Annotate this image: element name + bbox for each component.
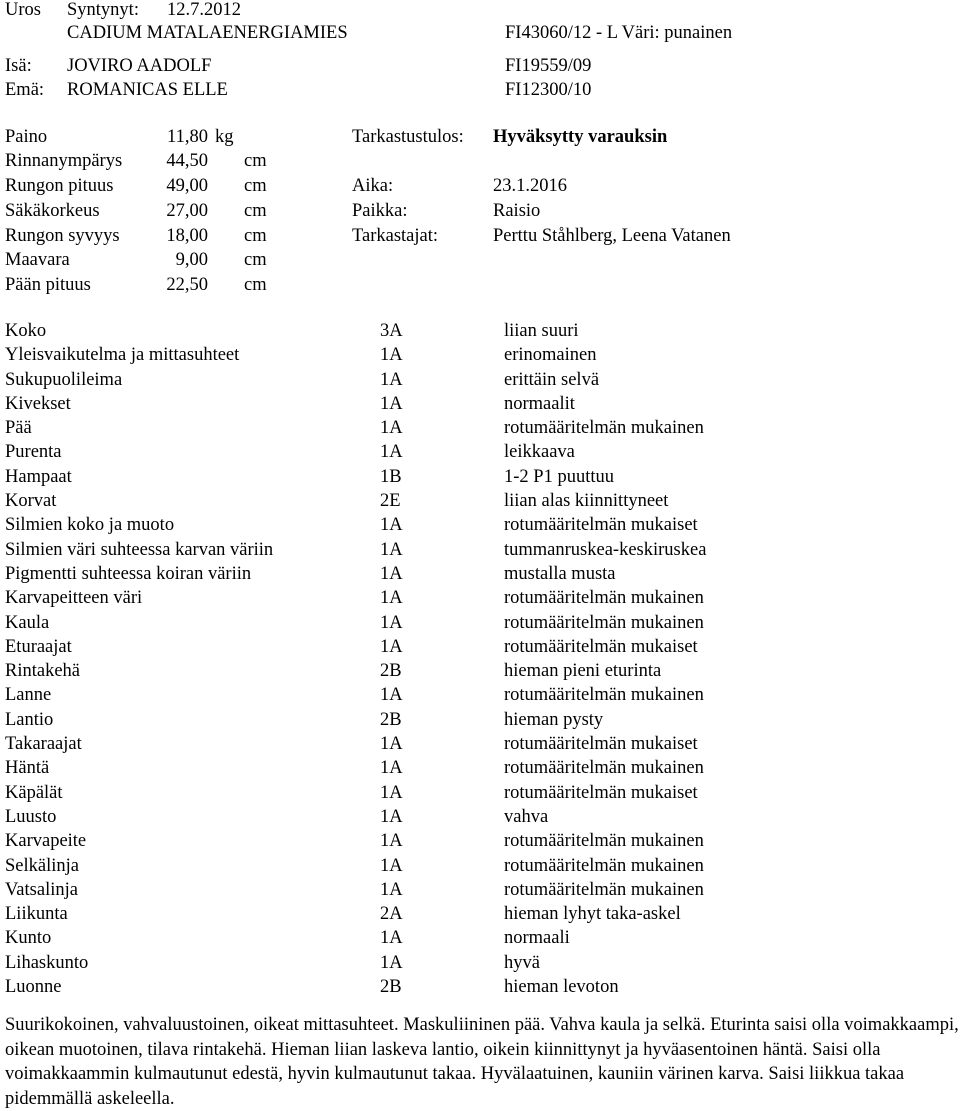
feature-description: rotumääritelmän mukainen (504, 418, 704, 439)
feature-name: Hampaat (5, 466, 72, 487)
measure-unit: kg (215, 127, 234, 147)
summary-text: Suurikokoinen, vahvaluustoinen, oikeat mittasuhteet. Maskuliininen pää. Vahva kaula ja selkä. Eturinta saisi olla voimakkaampi, oikean muotoinen, tilava rintakehä. Hieman liian laskeva lantio, oikein kiinnittynyt ja hyväasentoinen häntä. Saisi olla voimakkaammin kulmautunut edestä, hyvin kulmautunut takaa. Hyvälaatuinen, kauniin värinen karva. Saisi liikkua takaa pidemmällä askeleella. (5, 1015, 959, 1109)
feature-grade: 1A (380, 418, 403, 439)
measure-unit: cm (244, 151, 267, 171)
feature-description: mustalla musta (504, 563, 616, 584)
dog-name: CADIUM MATALAENERGIAMIES (67, 23, 348, 43)
evaluation-row (5, 781, 955, 805)
feature-name: Korvat (5, 491, 57, 512)
feature-grade: 1A (380, 588, 403, 609)
sire-name: JOVIRO AADOLF (67, 56, 212, 76)
feature-name: Kunto (5, 928, 52, 949)
feature-name: Kaula (5, 612, 50, 633)
feature-name: Silmien väri suhteessa karvan väriin (5, 539, 274, 560)
feature-name: Liikunta (5, 904, 68, 925)
feature-description: liian alas kiinnittyneet (504, 491, 669, 512)
evaluation-row (5, 440, 955, 464)
feature-description: erittäin selvä (504, 369, 600, 390)
feature-name: Takaraajat (5, 734, 82, 755)
evaluation-row (5, 805, 955, 829)
evaluation-row (5, 951, 955, 975)
measure-value: 11,80 (167, 127, 208, 147)
evaluation-row (5, 586, 955, 610)
feature-name: Häntä (5, 758, 50, 779)
feature-grade: 1A (380, 831, 403, 852)
feature-description: rotumääritelmän mukaiset (504, 734, 698, 755)
evaluation-row (5, 562, 955, 586)
feature-name: Lanne (5, 685, 52, 706)
evaluation-row (5, 416, 955, 440)
evaluation-row (5, 975, 955, 999)
feature-name: Vatsalinja (5, 879, 78, 900)
measure-label: Maavara (5, 250, 70, 270)
feature-grade: 2B (380, 977, 402, 998)
feature-description: vahva (504, 806, 549, 827)
feature-name: Lihaskunto (5, 952, 89, 973)
measure-label: Paino (5, 127, 48, 147)
feature-name: Selkälinja (5, 855, 79, 876)
feature-grade: 1A (380, 806, 403, 827)
feature-grade: 1A (380, 685, 403, 706)
feature-grade: 1A (380, 758, 403, 779)
measure-value: 9,00 (175, 250, 208, 270)
feature-description: liian suuri (504, 321, 579, 341)
measure-unit: cm (244, 226, 267, 246)
feature-grade: 3A (380, 321, 403, 341)
feature-description: 1-2 P1 puuttuu (504, 466, 614, 487)
feature-grade: 1A (380, 539, 403, 560)
feature-name: Purenta (5, 442, 62, 463)
feature-description: normaali (504, 928, 570, 949)
evaluation-row (5, 319, 955, 343)
feature-grade: 1A (380, 563, 403, 584)
evaluation-row (5, 732, 955, 756)
feature-description: rotumääritelmän mukainen (504, 855, 704, 876)
evaluation-row (5, 465, 955, 489)
evaluation-row (5, 829, 955, 853)
feature-name: Pigmentti suhteessa koiran väriin (5, 563, 252, 584)
feature-grade: 1A (380, 345, 403, 366)
feature-description: hyvä (504, 952, 540, 973)
evaluation-row (5, 659, 955, 683)
evaluation-row (5, 635, 955, 659)
feature-description: rotumääritelmän mukaiset (504, 515, 698, 536)
feature-description: hieman pysty (504, 709, 604, 730)
time-value: 23.1.2016 (493, 176, 567, 196)
evaluation-row (5, 926, 955, 950)
feature-grade: 2E (380, 491, 401, 512)
feature-grade: 1A (380, 636, 403, 657)
result-value: Hyväksytty varauksin (493, 127, 668, 147)
feature-grade: 1A (380, 855, 403, 876)
feature-description: leikkaava (504, 442, 575, 463)
feature-grade: 1A (380, 952, 403, 973)
feature-grade: 1A (380, 515, 403, 536)
measure-label: Rungon pituus (5, 176, 114, 196)
feature-grade: 1A (380, 928, 403, 949)
feature-grade: 1A (380, 782, 403, 803)
evaluation-row (5, 854, 955, 878)
evaluation-list (5, 319, 955, 999)
feature-description: rotumääritelmän mukainen (504, 758, 704, 779)
measure-unit: cm (244, 201, 267, 221)
feature-grade: 1A (380, 442, 403, 463)
born-label: Syntynyt: (67, 0, 139, 20)
feature-description: rotumääritelmän mukaiset (504, 782, 698, 803)
measure-label: Pään pituus (5, 275, 91, 295)
feature-description: normaalit (504, 393, 575, 414)
evaluation-row (5, 683, 955, 707)
measure-unit: cm (244, 275, 267, 295)
feature-grade: 1B (380, 466, 402, 487)
feature-grade: 2B (380, 709, 402, 730)
feature-name: Koko (5, 321, 47, 341)
feature-name: Eturaajat (5, 636, 72, 657)
feature-description: rotumääritelmän mukainen (504, 831, 704, 852)
feature-description: erinomainen (504, 345, 597, 366)
measure-label: Rungon syvyys (5, 226, 120, 246)
time-label: Aika: (352, 176, 394, 196)
feature-description: hieman levoton (504, 977, 619, 998)
feature-description: rotumääritelmän mukainen (504, 685, 704, 706)
dog-reg-info: FI43060/12 - L Väri: punainen (505, 23, 733, 43)
evaluation-row (5, 513, 955, 537)
feature-name: Karvapeite (5, 831, 87, 852)
sire-reg: FI19559/09 (505, 56, 592, 76)
feature-name: Rintakehä (5, 661, 81, 682)
feature-name: Luonne (5, 977, 62, 998)
evaluation-row (5, 538, 955, 562)
evaluation-row (5, 392, 955, 416)
feature-grade: 1A (380, 393, 403, 414)
evaluation-row (5, 878, 955, 902)
measure-unit: cm (244, 250, 267, 270)
feature-name: Pää (5, 418, 32, 439)
feature-description: rotumääritelmän mukaiset (504, 636, 698, 657)
feature-name: Luusto (5, 806, 57, 827)
measure-value: 44,50 (166, 151, 208, 171)
feature-name: Sukupuolileima (5, 369, 123, 390)
feature-name: Yleisvaikutelma ja mittasuhteet (5, 345, 240, 366)
measure-value: 27,00 (166, 201, 208, 221)
feature-description: rotumääritelmän mukainen (504, 612, 704, 633)
measure-label: Rinnanympärys (5, 151, 123, 171)
feature-grade: 1A (380, 734, 403, 755)
feature-description: rotumääritelmän mukainen (504, 879, 704, 900)
feature-grade: 1A (380, 879, 403, 900)
inspectors-value: Perttu Ståhlberg, Leena Vatanen (493, 226, 731, 246)
evaluation-row (5, 368, 955, 392)
inspectors-label: Tarkastajat: (352, 226, 439, 246)
feature-name: Käpälät (5, 782, 63, 803)
feature-description: hieman lyhyt taka-askel (504, 904, 681, 925)
feature-name: Lantio (5, 709, 54, 730)
evaluation-row (5, 902, 955, 926)
breed-label: Uros (5, 0, 41, 20)
feature-grade: 2B (380, 661, 402, 682)
evaluation-row (5, 611, 955, 635)
dam-name: ROMANICAS ELLE (67, 80, 228, 100)
feature-description: rotumääritelmän mukainen (504, 588, 704, 609)
feature-grade: 1A (380, 612, 403, 633)
evaluation-row (5, 756, 955, 780)
place-value: Raisio (493, 201, 541, 221)
born-date: 12.7.2012 (167, 0, 241, 20)
feature-grade: 1A (380, 369, 403, 390)
evaluation-row (5, 343, 955, 367)
feature-name: Kivekset (5, 393, 71, 414)
feature-description: tummanruskea-keskiruskea (504, 539, 707, 560)
dam-label: Emä: (5, 80, 45, 100)
measure-value: 18,00 (166, 226, 208, 246)
dam-reg: FI12300/10 (505, 80, 592, 100)
evaluation-row (5, 489, 955, 513)
feature-description: hieman pieni eturinta (504, 661, 662, 682)
feature-name: Karvapeitteen väri (5, 588, 143, 609)
measure-label: Säkäkorkeus (5, 201, 100, 221)
measure-value: 49,00 (166, 176, 208, 196)
feature-name: Silmien koko ja muoto (5, 515, 175, 536)
feature-grade: 2A (380, 904, 403, 925)
evaluation-row (5, 708, 955, 732)
result-label: Tarkastustulos: (352, 127, 464, 147)
sire-label: Isä: (5, 56, 32, 76)
measure-unit: cm (244, 176, 267, 196)
place-label: Paikka: (352, 201, 408, 221)
measure-value: 22,50 (166, 275, 208, 295)
